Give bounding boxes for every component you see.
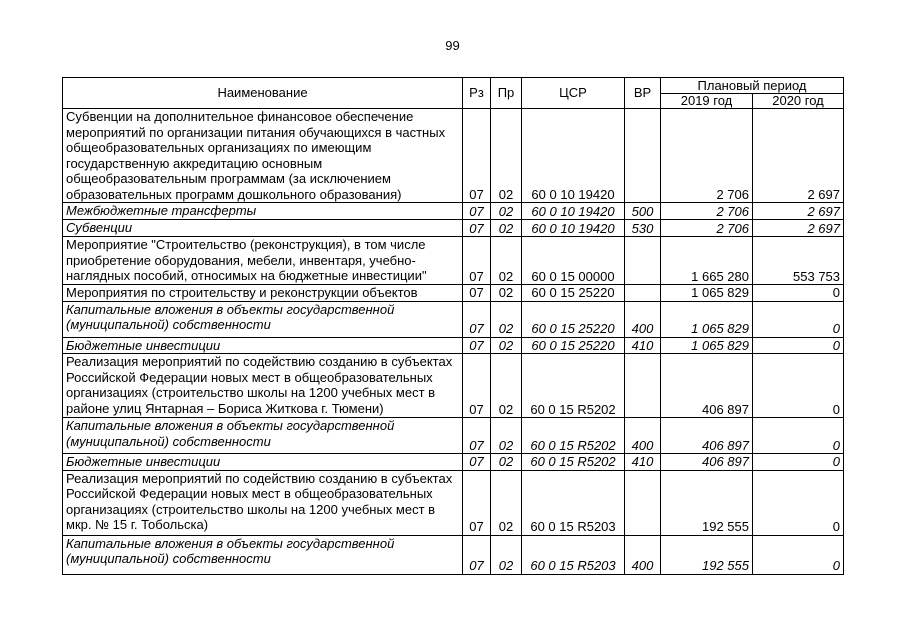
- cell-2019: 1 665 280: [661, 237, 753, 285]
- cell-vr: 500: [625, 203, 661, 220]
- cell-name: Реализация мероприятий по содействию созданию в субъектах Российской Федерации новых мест в общеобразовательных организациях (строительство школы на 1200 учебных мест в районе улиц Янтарная – Бориса Житкова г. Тюмени): [63, 354, 463, 418]
- cell-vr: 410: [625, 454, 661, 471]
- cell-pr: 02: [491, 418, 522, 454]
- cell-csr: 60 0 15 R5202: [522, 454, 625, 471]
- cell-pr: 02: [491, 354, 522, 418]
- cell-pr: 02: [491, 203, 522, 220]
- cell-pr: 02: [491, 454, 522, 471]
- table-row: [63, 285, 844, 302]
- cell-csr: 60 0 10 19420: [522, 203, 625, 220]
- budget-table: [62, 77, 844, 575]
- cell-csr: 60 0 15 25220: [522, 301, 625, 337]
- table-body: [63, 109, 844, 575]
- cell-pr: 02: [491, 301, 522, 337]
- cell-vr: 400: [625, 535, 661, 574]
- cell-vr: 410: [625, 337, 661, 354]
- cell-rz: 07: [463, 109, 491, 203]
- cell-2020: 2 697: [753, 203, 844, 220]
- header-year-2020: 2020 год: [753, 94, 844, 109]
- cell-vr: 400: [625, 301, 661, 337]
- cell-csr: 60 0 15 25220: [522, 337, 625, 354]
- cell-rz: 07: [463, 285, 491, 302]
- cell-2020: 0: [753, 535, 844, 574]
- cell-2019: 406 897: [661, 418, 753, 454]
- cell-vr: [625, 470, 661, 535]
- cell-pr: 02: [491, 237, 522, 285]
- cell-rz: 07: [463, 337, 491, 354]
- cell-2020: 0: [753, 454, 844, 471]
- header-row-top: [63, 78, 844, 94]
- cell-csr: 60 0 15 R5202: [522, 418, 625, 454]
- cell-csr: 60 0 15 R5203: [522, 535, 625, 574]
- page-number: 99: [445, 38, 460, 53]
- table-row: [63, 354, 844, 418]
- table-row: [63, 337, 844, 354]
- table-row: [63, 470, 844, 535]
- cell-name: Бюджетные инвестиции: [63, 337, 463, 354]
- cell-2019: 1 065 829: [661, 337, 753, 354]
- cell-vr: [625, 237, 661, 285]
- cell-pr: 02: [491, 470, 522, 535]
- cell-2020: 0: [753, 285, 844, 302]
- cell-vr: 530: [625, 220, 661, 237]
- cell-vr: [625, 285, 661, 302]
- header-rz: Рз: [463, 78, 491, 109]
- header-pr: Пр: [491, 78, 522, 109]
- header-year-2019: 2019 год: [661, 94, 753, 109]
- cell-rz: 07: [463, 220, 491, 237]
- cell-name: Субвенции: [63, 220, 463, 237]
- cell-pr: 02: [491, 337, 522, 354]
- cell-name: Капитальные вложения в объекты государственной (муниципальной) собственности: [63, 418, 463, 454]
- cell-2020: 0: [753, 354, 844, 418]
- cell-name: Мероприятие "Строительство (реконструкция), в том числе приобретение оборудования, мебели, инвентаря, учебно- наглядных пособий, относимых на бюджетные инвестиции": [63, 237, 463, 285]
- table-row: [63, 220, 844, 237]
- cell-pr: 02: [491, 220, 522, 237]
- cell-2019: 406 897: [661, 354, 753, 418]
- cell-vr: 400: [625, 418, 661, 454]
- cell-name: Капитальные вложения в объекты государственной (муниципальной) собственности: [63, 301, 463, 337]
- cell-rz: 07: [463, 354, 491, 418]
- cell-pr: 02: [491, 285, 522, 302]
- cell-2020: 2 697: [753, 109, 844, 203]
- cell-csr: 60 0 15 R5203: [522, 470, 625, 535]
- cell-name: Субвенции на дополнительное финансовое обеспечение мероприятий по организации питания обучающихся в частных общеобразовательных организациях по имеющим государственную аккредитацию основным общеобразовательным программам (за исключением образовательных программ дошкольного образования): [63, 109, 463, 203]
- cell-2019: 192 555: [661, 470, 753, 535]
- cell-csr: 60 0 15 00000: [522, 237, 625, 285]
- cell-vr: [625, 354, 661, 418]
- cell-2020: 0: [753, 337, 844, 354]
- cell-rz: 07: [463, 535, 491, 574]
- cell-rz: 07: [463, 203, 491, 220]
- cell-csr: 60 0 15 25220: [522, 285, 625, 302]
- table-row: [63, 535, 844, 574]
- cell-name: Реализация мероприятий по содействию созданию в субъектах Российской Федерации новых мест в общеобразовательных организациях (строительство школы на 1200 учебных мест в мкр. № 15 г. Тобольска): [63, 470, 463, 535]
- cell-csr: 60 0 10 19420: [522, 109, 625, 203]
- cell-2020: 553 753: [753, 237, 844, 285]
- cell-2019: 192 555: [661, 535, 753, 574]
- cell-rz: 07: [463, 237, 491, 285]
- cell-name: Мероприятия по строительству и реконструкции объектов: [63, 285, 463, 302]
- table-row: [63, 454, 844, 471]
- cell-2019: 1 065 829: [661, 301, 753, 337]
- table-row: [63, 301, 844, 337]
- cell-pr: 02: [491, 109, 522, 203]
- cell-2020: 0: [753, 301, 844, 337]
- header-planned-period: Плановый период: [661, 78, 844, 94]
- cell-rz: 07: [463, 301, 491, 337]
- cell-2019: 406 897: [661, 454, 753, 471]
- cell-rz: 07: [463, 418, 491, 454]
- cell-rz: 07: [463, 470, 491, 535]
- header-csr: ЦСР: [522, 78, 625, 109]
- cell-2020: 2 697: [753, 220, 844, 237]
- cell-vr: [625, 109, 661, 203]
- cell-2019: 1 065 829: [661, 285, 753, 302]
- cell-name: Бюджетные инвестиции: [63, 454, 463, 471]
- table-row: [63, 418, 844, 454]
- table-row: [63, 109, 844, 203]
- table-row: [63, 203, 844, 220]
- cell-rz: 07: [463, 454, 491, 471]
- header-name: Наименование: [63, 78, 463, 109]
- cell-2019: 2 706: [661, 109, 753, 203]
- cell-pr: 02: [491, 535, 522, 574]
- cell-2019: 2 706: [661, 203, 753, 220]
- table-row: [63, 237, 844, 285]
- cell-name: Капитальные вложения в объекты государственной (муниципальной) собственности: [63, 535, 463, 574]
- cell-csr: 60 0 10 19420: [522, 220, 625, 237]
- table-header: [63, 78, 844, 109]
- cell-csr: 60 0 15 R5202: [522, 354, 625, 418]
- cell-name: Межбюджетные трансферты: [63, 203, 463, 220]
- cell-2020: 0: [753, 470, 844, 535]
- cell-2019: 2 706: [661, 220, 753, 237]
- header-vr: ВР: [625, 78, 661, 109]
- cell-2020: 0: [753, 418, 844, 454]
